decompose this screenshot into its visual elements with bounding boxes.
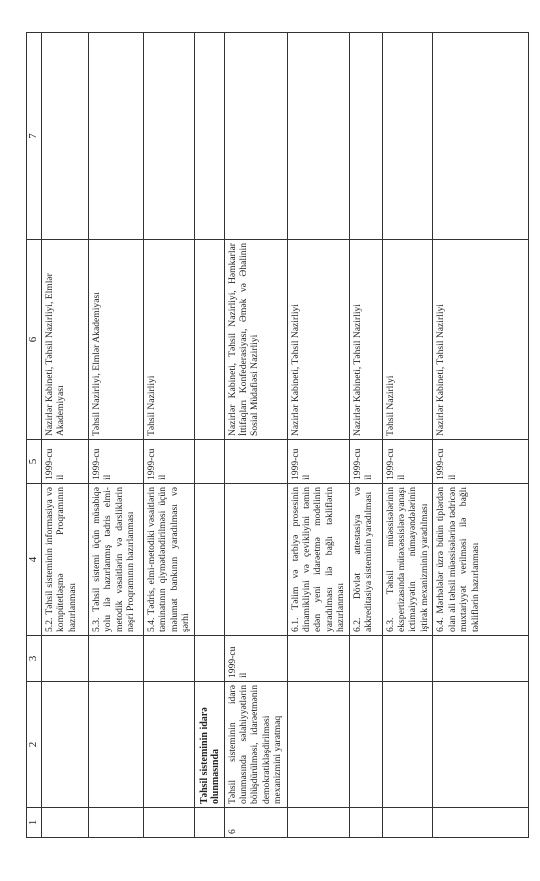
- cell-deadline: [194, 440, 224, 484]
- cell-direction: [144, 682, 195, 808]
- header-cell: 5: [27, 440, 42, 484]
- cell-executor: [194, 240, 224, 440]
- cell-measure: [224, 484, 287, 636]
- cell-executor: Nazirlər Kabineti, Təhsil Nazirliyi, Həmkarlar İttifaqları Konfederasiyası, Əmək və Əhalinin Sosial Müdafiəsi Nazirliyi: [224, 240, 287, 440]
- cell-executor: Nazirlər Kabineti, Təhsil Nazirliyi, Elmlər Akademiyası: [42, 240, 89, 440]
- cell-deadline: 1999-cu il: [89, 440, 144, 484]
- section-row: [194, 33, 224, 838]
- cell-note: [194, 33, 224, 240]
- cell-year: [382, 636, 433, 682]
- cell-executor: Təhsil Nazirliyi: [382, 240, 433, 440]
- cell-deadline: 1999-cu il: [349, 440, 382, 484]
- cell-year: [287, 636, 349, 682]
- cell-no: [287, 808, 349, 838]
- cell-measure: 6.4. Mərhələlər üzrə bütün tiplərdən olan ali təhsil müəssisələrinə tədricən muxtariyyət verilməsi ilə bağlı təkliflərin hazırlanması: [433, 484, 529, 636]
- table-row: [224, 33, 287, 838]
- cell-measure: 5.3. Təhsil sistemi üçün müsabiqə yolu ilə hazırlanmış tədris elmi-metodik vəsaitlərin və dərsliklərin nəşri Proqramının hazırlanması: [89, 484, 144, 636]
- header-cell: 2: [27, 682, 42, 808]
- cell-measure: 5.4. Tədris, elmi-metodiki vəsaitlərin təminatının qiymətləndirilməsi üçün məlumat bankının yaradılması və şərhi: [144, 484, 195, 636]
- cell-no: 6: [224, 808, 287, 838]
- cell-measure: 5.2. Təhsil sisteminin informasiya və kompütetləşmə Proqramının hazırlanması: [42, 484, 89, 636]
- cell-note: [144, 33, 195, 240]
- cell-note: [224, 33, 287, 240]
- cell-measure: 6.2. Dövlət attestasiya və akkreditasiya sisteminin yaradılması: [349, 484, 382, 636]
- table-row: [382, 33, 433, 838]
- cell-no: [349, 808, 382, 838]
- cell-executor: Nazirlər Kabineti, Təhsil Nazirliyi: [287, 240, 349, 440]
- header-cell: 4: [27, 484, 42, 636]
- cell-direction: [382, 682, 433, 808]
- cell-note: [349, 33, 382, 240]
- cell-direction: Təhsil sisteminin idarə olunmasında səlahiyyətlərin bölüşdürülməsi, idarəetmənin demokratikləşdirilməsi mexanizmini yaratmaq: [224, 682, 287, 808]
- cell-measure: [194, 484, 224, 636]
- cell-year: [433, 636, 529, 682]
- table-row: [144, 33, 195, 838]
- cell-direction: [42, 682, 89, 808]
- cell-direction: [433, 682, 529, 808]
- table-row: [42, 33, 89, 838]
- cell-year: [349, 636, 382, 682]
- header-row: [27, 33, 42, 838]
- cell-deadline: 1999-cu il: [382, 440, 433, 484]
- cell-year: [194, 636, 224, 682]
- cell-no: [194, 808, 224, 838]
- cell-direction: [349, 682, 382, 808]
- cell-executor: Nazirlər Kabineti, Təhsil Nazirliyi: [433, 240, 529, 440]
- cell-measure: 6.1. Təlim və tərbiyə prosesinin dinamikliyini və çevikliyini təmin edən yeni idarəetmə modelinin yaradılması ilə bağlı təkliflərin hazırlanması: [287, 484, 349, 636]
- plan-table-wrapper: [26, 33, 516, 838]
- cell-note: [433, 33, 529, 240]
- table-row: [433, 33, 529, 838]
- section-title: Təhsil sisteminin idarə olunmasında: [194, 682, 224, 808]
- header-cell: 6: [27, 240, 42, 440]
- cell-executor: Nazirlər Kabineti, Təhsil Nazirliyi: [349, 240, 382, 440]
- cell-year: 1999-cu il: [224, 636, 287, 682]
- cell-deadline: [224, 440, 287, 484]
- cell-no: [42, 808, 89, 838]
- cell-executor: Təhsil Nazirliyi: [144, 240, 195, 440]
- header-cell: 1: [27, 808, 42, 838]
- plan-table: [26, 32, 529, 838]
- cell-deadline: 1999-cu il: [144, 440, 195, 484]
- cell-note: [89, 33, 144, 240]
- cell-year: [42, 636, 89, 682]
- cell-no: [144, 808, 195, 838]
- cell-deadline: 1999-cu il: [42, 440, 89, 484]
- header-cell: 3: [27, 636, 42, 682]
- header-cell: 7: [27, 33, 42, 240]
- cell-no: [433, 808, 529, 838]
- cell-deadline: 1999-cu il: [433, 440, 529, 484]
- cell-direction: [287, 682, 349, 808]
- cell-no: [382, 808, 433, 838]
- cell-measure: 6.3. Təhsil müəssisələrinin ekspertizasında mütəxəssislərə yanaşı ictimaiyyətin nümayəndələrinin iştirak mexanizminin yaradılması: [382, 484, 433, 636]
- cell-year: [89, 636, 144, 682]
- cell-note: [382, 33, 433, 240]
- cell-note: [42, 33, 89, 240]
- cell-note: [287, 33, 349, 240]
- table-row: [287, 33, 349, 838]
- cell-executor: Təhsil Nazirliyi, Elmlər Akademiyası: [89, 240, 144, 440]
- cell-direction: [89, 682, 144, 808]
- table-row: [349, 33, 382, 838]
- cell-no: [89, 808, 144, 838]
- cell-year: [144, 636, 195, 682]
- table-row: [89, 33, 144, 838]
- cell-deadline: 1999-cu il: [287, 440, 349, 484]
